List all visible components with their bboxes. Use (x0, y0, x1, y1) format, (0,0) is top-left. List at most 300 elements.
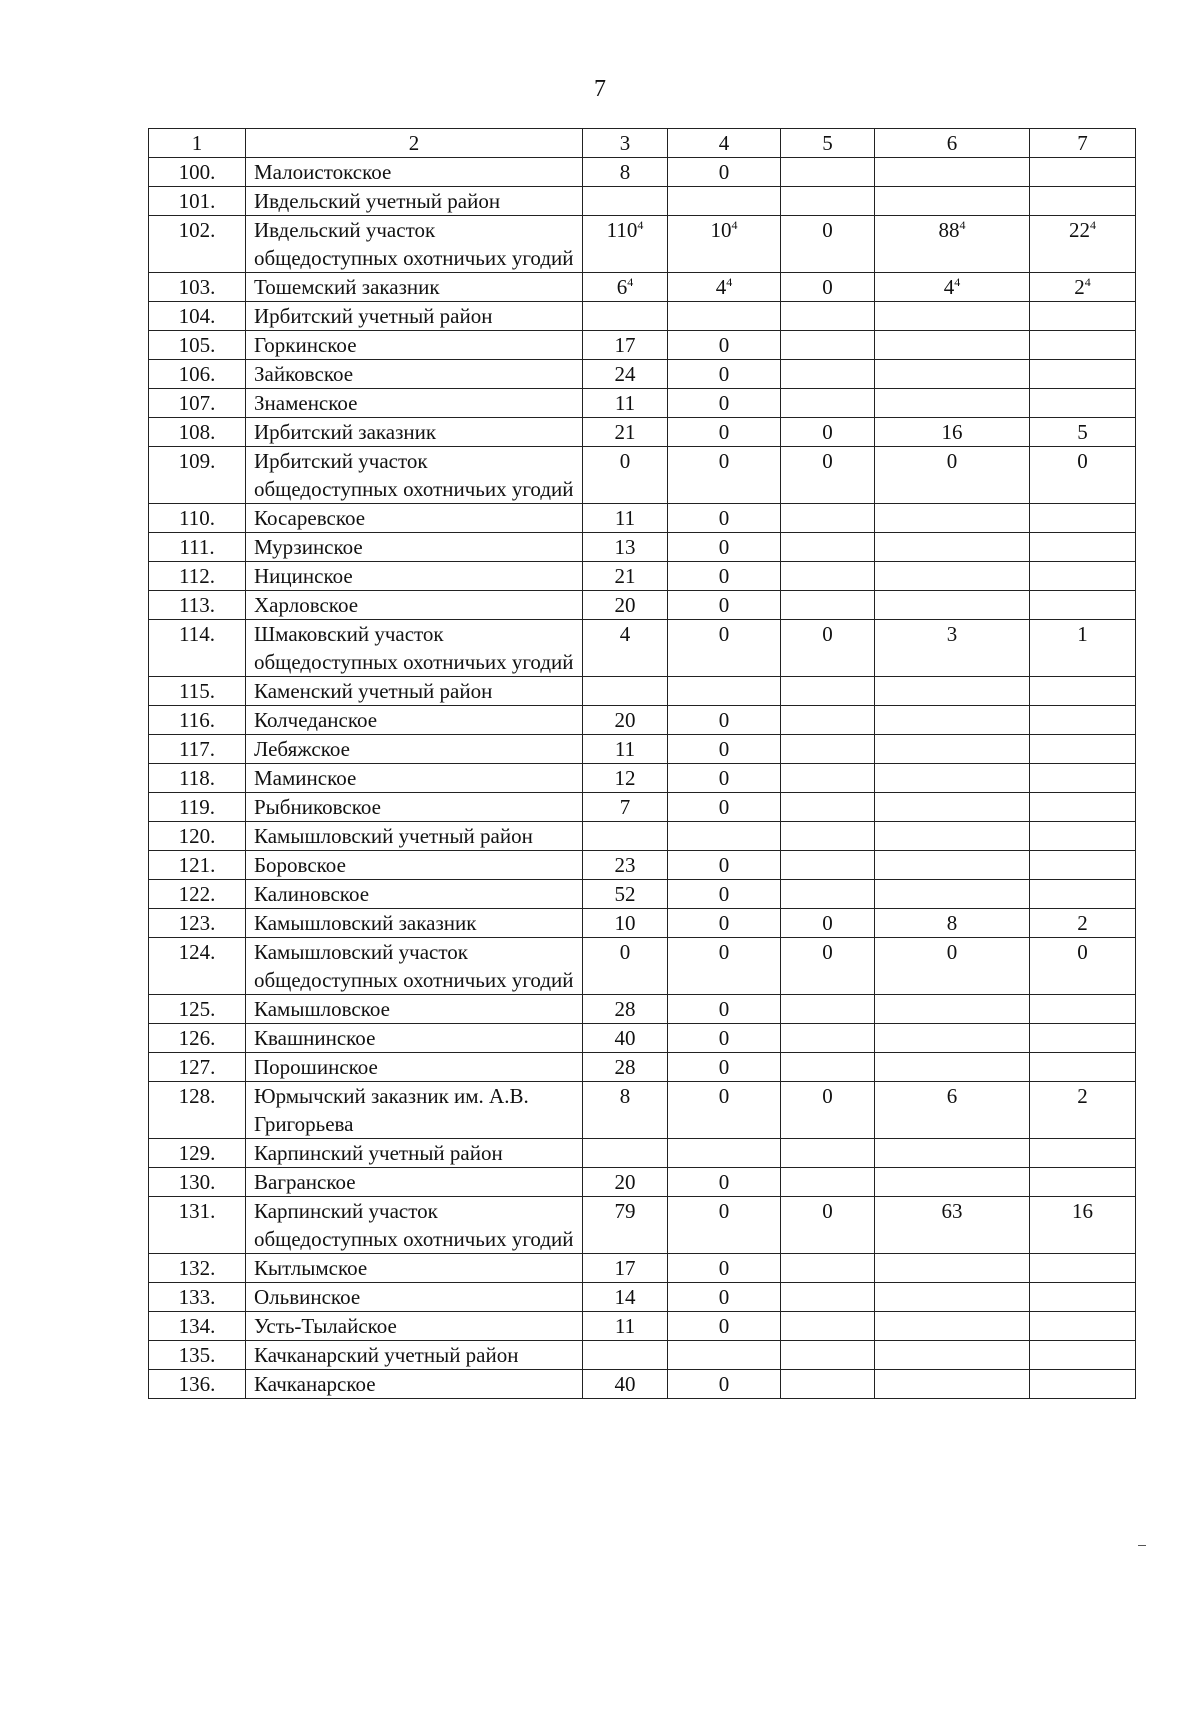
value-cell-c5 (781, 822, 875, 851)
value-cell-c7 (1030, 187, 1136, 216)
value-text: 0 (718, 1256, 730, 1280)
value-cell-c7 (1030, 1341, 1136, 1370)
value-text: 0 (718, 362, 730, 386)
table-row (149, 418, 1136, 447)
row-number-cell: 125. (149, 995, 246, 1024)
value-cell-c3 (583, 1370, 668, 1399)
value-cell-c4 (668, 735, 781, 764)
value-cell-c5 (781, 331, 875, 360)
header-cell: 2 (246, 129, 583, 158)
value-cell-c7 (1030, 591, 1136, 620)
row-number-cell: 117. (149, 735, 246, 764)
value-cell-c3 (583, 706, 668, 735)
value-text: 1 (1077, 622, 1088, 646)
area-name-cell: Рыбниковское (246, 793, 583, 822)
area-name-cell: Качканарский учетный район (246, 1341, 583, 1370)
table-row (149, 1053, 1136, 1082)
header-cell: 4 (668, 129, 781, 158)
value-text: 0 (619, 449, 631, 473)
value-cell-c5 (781, 389, 875, 418)
value-cell-c3 (583, 1082, 668, 1139)
area-name-cell: Карпинский учетный район (246, 1139, 583, 1168)
value-cell-c3 (583, 1341, 668, 1370)
value-cell-c3 (583, 562, 668, 591)
value-cell-c3 (583, 389, 668, 418)
value-text: 0 (718, 1170, 730, 1194)
area-name-cell: Горкинское (246, 331, 583, 360)
value-cell-c3 (583, 1024, 668, 1053)
row-number-cell: 133. (149, 1283, 246, 1312)
value-cell-c7 (1030, 851, 1136, 880)
value-text: 3 (946, 622, 958, 646)
value-cell-c4 (668, 187, 781, 216)
value-text: 110 (606, 218, 638, 242)
value-text: 17 (614, 333, 636, 357)
value-cell-c7 (1030, 418, 1136, 447)
value-cell-c5 (781, 447, 875, 504)
value-cell-c6 (875, 995, 1030, 1024)
value-cell-c4 (668, 706, 781, 735)
value-cell-c7 (1030, 504, 1136, 533)
value-text: 0 (718, 622, 730, 646)
page-number: 7 (594, 76, 606, 102)
area-name-cell: Ирбитский заказник (246, 418, 583, 447)
value-cell-c6 (875, 1082, 1030, 1139)
table-row (149, 620, 1136, 677)
row-number-cell: 136. (149, 1370, 246, 1399)
table-row (149, 1283, 1136, 1312)
row-number-cell: 113. (149, 591, 246, 620)
value-text: 0 (718, 911, 730, 935)
value-cell-c4 (668, 851, 781, 880)
area-name-cell: Маминское (246, 764, 583, 793)
header-cell: 5 (781, 129, 875, 158)
value-cell-c7 (1030, 620, 1136, 677)
table-row (149, 273, 1136, 302)
value-cell-c7 (1030, 706, 1136, 735)
value-cell-c4 (668, 562, 781, 591)
area-name-cell: Ницинское (246, 562, 583, 591)
value-cell-c4 (668, 1197, 781, 1254)
value-cell-c7 (1030, 909, 1136, 938)
value-cell-c4 (668, 1283, 781, 1312)
value-cell-c5 (781, 1341, 875, 1370)
area-name-cell: Камышловский участок общедоступных охотничьих угодий (246, 938, 583, 995)
value-cell-c4 (668, 273, 781, 302)
value-text: 0 (718, 506, 730, 530)
value-text: 0 (718, 737, 730, 761)
row-number-cell: 130. (149, 1168, 246, 1197)
row-number-cell: 131. (149, 1197, 246, 1254)
area-name-cell: Ирбитский участок общедоступных охотничьих угодий (246, 447, 583, 504)
table-row (149, 1082, 1136, 1139)
value-cell-c7 (1030, 302, 1136, 331)
value-cell-c3 (583, 1168, 668, 1197)
table-row (149, 504, 1136, 533)
area-name-cell: Тошемский заказник (246, 273, 583, 302)
header-cell: 1 (149, 129, 246, 158)
value-cell-c5 (781, 216, 875, 273)
value-cell-c5 (781, 851, 875, 880)
value-text: 0 (718, 449, 730, 473)
value-cell-c5 (781, 764, 875, 793)
row-number-cell: 129. (149, 1139, 246, 1168)
value-cell-c7 (1030, 822, 1136, 851)
value-cell-c7 (1030, 677, 1136, 706)
value-cell-c5 (781, 620, 875, 677)
table-row (149, 389, 1136, 418)
row-number-cell: 128. (149, 1082, 246, 1139)
row-number-cell: 135. (149, 1341, 246, 1370)
value-cell-c5 (781, 187, 875, 216)
value-cell-c6 (875, 735, 1030, 764)
value-cell-c3 (583, 1283, 668, 1312)
table-body (149, 129, 1136, 1399)
footnote-marker: 4 (627, 275, 634, 289)
value-cell-c4 (668, 331, 781, 360)
value-text: 8 (619, 160, 631, 184)
value-text: 4 (619, 622, 631, 646)
value-cell-c6 (875, 360, 1030, 389)
data-table (148, 128, 1136, 1399)
value-text: 0 (822, 275, 833, 299)
area-name-cell: Карпинский участок общедоступных охотничьих угодий (246, 1197, 583, 1254)
value-cell-c3 (583, 533, 668, 562)
area-name-cell: Шмаковский участок общедоступных охотничьих угодий (246, 620, 583, 677)
table-row (149, 677, 1136, 706)
area-name-cell: Зайковское (246, 360, 583, 389)
value-cell-c5 (781, 1197, 875, 1254)
value-cell-c5 (781, 1024, 875, 1053)
value-cell-c7 (1030, 1254, 1136, 1283)
value-cell-c6 (875, 1312, 1030, 1341)
value-text: 10 (614, 911, 636, 935)
value-cell-c3 (583, 735, 668, 764)
value-text: 0 (718, 564, 730, 588)
value-cell-c5 (781, 995, 875, 1024)
value-cell-c6 (875, 1024, 1030, 1053)
value-cell-c4 (668, 1053, 781, 1082)
row-number-cell: 103. (149, 273, 246, 302)
value-cell-c7 (1030, 1082, 1136, 1139)
value-text: 0 (718, 160, 730, 184)
area-name-cell: Юрмычский заказник им. А.В. Григорьева (246, 1082, 583, 1139)
value-cell-c3 (583, 418, 668, 447)
row-number-cell: 127. (149, 1053, 246, 1082)
value-cell-c4 (668, 447, 781, 504)
value-text: 40 (614, 1026, 636, 1050)
table-row (149, 995, 1136, 1024)
value-text: 0 (718, 1199, 730, 1223)
area-name-cell: Малоистокское (246, 158, 583, 187)
value-cell-c6 (875, 706, 1030, 735)
area-name-cell: Вагранское (246, 1168, 583, 1197)
footnote-marker: 4 (954, 275, 961, 289)
area-name-cell: Порошинское (246, 1053, 583, 1082)
value-cell-c3 (583, 1197, 668, 1254)
value-cell-c3 (583, 880, 668, 909)
value-cell-c4 (668, 216, 781, 273)
row-number-cell: 122. (149, 880, 246, 909)
area-name-cell: Качканарское (246, 1370, 583, 1399)
value-text: 0 (822, 218, 833, 242)
area-name-cell: Ивдельский участок общедоступных охотничьих угодий (246, 216, 583, 273)
value-cell-c6 (875, 1053, 1030, 1082)
row-number-cell: 120. (149, 822, 246, 851)
value-cell-c3 (583, 302, 668, 331)
value-cell-c3 (583, 995, 668, 1024)
row-number-cell: 112. (149, 562, 246, 591)
row-number-cell: 108. (149, 418, 246, 447)
table-row (149, 216, 1136, 273)
value-cell-c4 (668, 360, 781, 389)
value-cell-c4 (668, 158, 781, 187)
value-text: 0 (822, 1199, 833, 1223)
margin-tick-mark (1138, 1545, 1146, 1546)
footnote-marker: 4 (731, 218, 738, 232)
row-number-cell: 109. (149, 447, 246, 504)
value-cell-c7 (1030, 880, 1136, 909)
value-cell-c4 (668, 1168, 781, 1197)
row-number-cell: 116. (149, 706, 246, 735)
value-cell-c5 (781, 1053, 875, 1082)
value-cell-c5 (781, 909, 875, 938)
value-text: 11 (614, 737, 636, 761)
value-cell-c3 (583, 620, 668, 677)
header-cell: 3 (583, 129, 668, 158)
row-number-cell: 106. (149, 360, 246, 389)
table-header-row (149, 129, 1136, 158)
table-row (149, 1254, 1136, 1283)
value-text: 17 (614, 1256, 636, 1280)
value-cell-c7 (1030, 995, 1136, 1024)
value-cell-c7 (1030, 1312, 1136, 1341)
value-text: 2 (1077, 911, 1088, 935)
value-cell-c6 (875, 1370, 1030, 1399)
value-text: 63 (941, 1199, 963, 1223)
value-cell-c6 (875, 880, 1030, 909)
value-text: 6 (616, 275, 628, 299)
value-cell-c5 (781, 1139, 875, 1168)
area-name-cell: Ольвинское (246, 1283, 583, 1312)
value-cell-c3 (583, 822, 668, 851)
value-text: 4 (715, 275, 727, 299)
value-cell-c6 (875, 764, 1030, 793)
area-name-cell: Мурзинское (246, 533, 583, 562)
value-cell-c7 (1030, 389, 1136, 418)
table-row (149, 1312, 1136, 1341)
row-number-cell: 118. (149, 764, 246, 793)
footnote-marker: 4 (726, 275, 733, 289)
value-text: 0 (718, 1026, 730, 1050)
value-cell-c3 (583, 447, 668, 504)
value-text: 20 (614, 708, 636, 732)
value-cell-c4 (668, 389, 781, 418)
header-cell: 6 (875, 129, 1030, 158)
value-text: 8 (946, 911, 958, 935)
value-cell-c4 (668, 302, 781, 331)
table-row (149, 533, 1136, 562)
value-cell-c4 (668, 995, 781, 1024)
value-text: 0 (946, 449, 958, 473)
table-row (149, 360, 1136, 389)
row-number-cell: 126. (149, 1024, 246, 1053)
value-cell-c6 (875, 793, 1030, 822)
value-cell-c5 (781, 504, 875, 533)
row-number-cell: 100. (149, 158, 246, 187)
value-cell-c3 (583, 1254, 668, 1283)
area-name-cell: Колчеданское (246, 706, 583, 735)
value-cell-c7 (1030, 533, 1136, 562)
area-name-cell: Кытлымское (246, 1254, 583, 1283)
value-cell-c6 (875, 677, 1030, 706)
value-cell-c6 (875, 418, 1030, 447)
value-cell-c4 (668, 909, 781, 938)
value-cell-c6 (875, 158, 1030, 187)
value-text: 88 (938, 218, 960, 242)
value-text: 52 (614, 882, 636, 906)
value-text: 0 (718, 1314, 730, 1338)
value-cell-c5 (781, 735, 875, 764)
value-text: 0 (822, 1084, 833, 1108)
value-text: 13 (614, 535, 636, 559)
value-text: 0 (718, 333, 730, 357)
value-cell-c6 (875, 822, 1030, 851)
value-cell-c5 (781, 273, 875, 302)
value-cell-c7 (1030, 562, 1136, 591)
value-cell-c6 (875, 562, 1030, 591)
table-row (149, 302, 1136, 331)
table-row (149, 851, 1136, 880)
table-row (149, 1370, 1136, 1399)
table-row (149, 1341, 1136, 1370)
value-text: 0 (822, 449, 833, 473)
value-text: 0 (718, 420, 730, 444)
row-number-cell: 134. (149, 1312, 246, 1341)
row-number-cell: 102. (149, 216, 246, 273)
value-cell-c4 (668, 1341, 781, 1370)
value-cell-c3 (583, 504, 668, 533)
table-row (149, 591, 1136, 620)
area-name-cell: Камышловский заказник (246, 909, 583, 938)
value-cell-c7 (1030, 1283, 1136, 1312)
value-cell-c4 (668, 591, 781, 620)
value-cell-c4 (668, 620, 781, 677)
value-cell-c7 (1030, 331, 1136, 360)
value-text: 0 (718, 853, 730, 877)
value-text: 0 (718, 997, 730, 1021)
table-row (149, 331, 1136, 360)
value-text: 22 (1069, 218, 1090, 242)
value-cell-c7 (1030, 447, 1136, 504)
footnote-marker: 4 (1084, 275, 1091, 289)
value-text: 0 (822, 940, 833, 964)
value-cell-c5 (781, 880, 875, 909)
value-cell-c6 (875, 302, 1030, 331)
value-text: 0 (619, 940, 631, 964)
value-cell-c5 (781, 562, 875, 591)
table-row (149, 1024, 1136, 1053)
value-cell-c5 (781, 302, 875, 331)
value-cell-c5 (781, 793, 875, 822)
value-cell-c6 (875, 533, 1030, 562)
value-cell-c4 (668, 1024, 781, 1053)
value-text: 79 (614, 1199, 636, 1223)
table-row (149, 187, 1136, 216)
footnote-marker: 4 (637, 218, 644, 232)
value-text: 16 (941, 420, 963, 444)
value-text: 0 (718, 708, 730, 732)
value-text: 7 (619, 795, 631, 819)
value-text: 11 (614, 506, 636, 530)
value-cell-c3 (583, 764, 668, 793)
value-cell-c6 (875, 187, 1030, 216)
value-text: 0 (718, 1372, 730, 1396)
value-cell-c7 (1030, 1197, 1136, 1254)
value-cell-c7 (1030, 1139, 1136, 1168)
value-text: 12 (614, 766, 636, 790)
value-cell-c5 (781, 938, 875, 995)
table-row (149, 1139, 1136, 1168)
value-cell-c6 (875, 216, 1030, 273)
table-row (149, 158, 1136, 187)
value-text: 0 (718, 1055, 730, 1079)
value-cell-c4 (668, 677, 781, 706)
row-number-cell: 121. (149, 851, 246, 880)
value-cell-c4 (668, 793, 781, 822)
value-cell-c7 (1030, 360, 1136, 389)
row-number-cell: 123. (149, 909, 246, 938)
value-text: 4 (943, 275, 955, 299)
row-number-cell: 104. (149, 302, 246, 331)
value-cell-c6 (875, 851, 1030, 880)
value-cell-c7 (1030, 735, 1136, 764)
table-row (149, 562, 1136, 591)
value-cell-c3 (583, 187, 668, 216)
area-name-cell: Усть-Тылайское (246, 1312, 583, 1341)
table-row (149, 1197, 1136, 1254)
value-text: 5 (1077, 420, 1088, 444)
area-name-cell: Боровское (246, 851, 583, 880)
value-cell-c4 (668, 1254, 781, 1283)
value-cell-c4 (668, 533, 781, 562)
value-cell-c3 (583, 938, 668, 995)
row-number-cell: 114. (149, 620, 246, 677)
value-text: 8 (619, 1084, 631, 1108)
value-cell-c7 (1030, 1024, 1136, 1053)
value-cell-c7 (1030, 1370, 1136, 1399)
area-name-cell: Лебяжское (246, 735, 583, 764)
value-cell-c5 (781, 360, 875, 389)
value-text: 0 (946, 940, 958, 964)
value-text: 24 (614, 362, 636, 386)
value-cell-c7 (1030, 216, 1136, 273)
row-number-cell: 119. (149, 793, 246, 822)
value-text: 0 (718, 391, 730, 415)
value-cell-c6 (875, 909, 1030, 938)
value-text: 40 (614, 1372, 636, 1396)
value-text: 14 (614, 1285, 636, 1309)
value-cell-c5 (781, 533, 875, 562)
value-cell-c4 (668, 1139, 781, 1168)
area-name-cell: Харловское (246, 591, 583, 620)
value-text: 0 (822, 911, 833, 935)
value-text: 0 (1077, 940, 1088, 964)
row-number-cell: 107. (149, 389, 246, 418)
area-name-cell: Каменский учетный район (246, 677, 583, 706)
value-text: 20 (614, 593, 636, 617)
value-text: 0 (718, 940, 730, 964)
